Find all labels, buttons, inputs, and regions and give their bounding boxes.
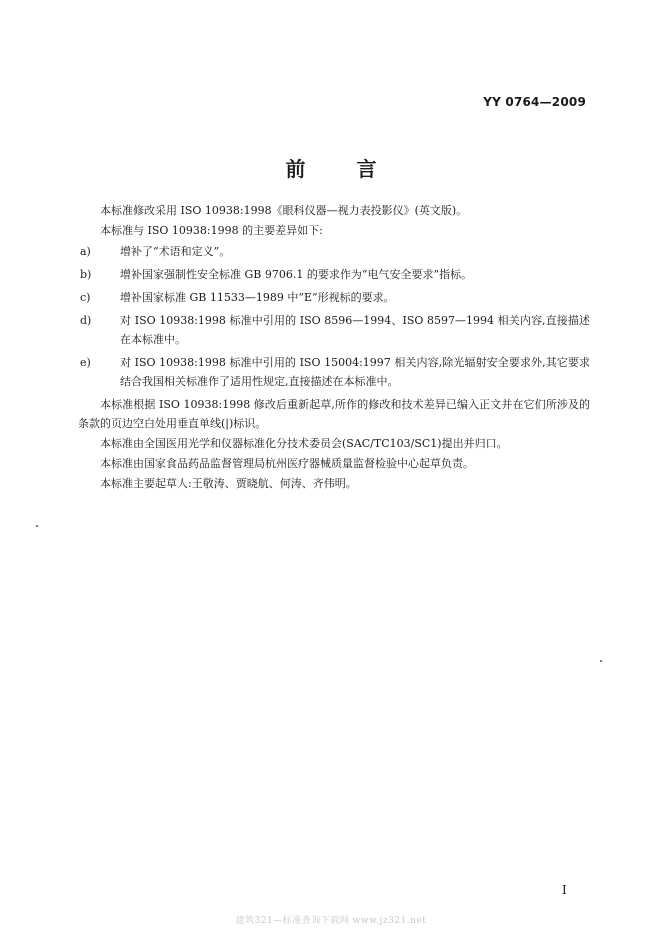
paragraph-redrafting: 本标准根据 ISO 10938:1998 修改后重新起草,所作的修改和技术差异已编入正文并在它们所涉及的条款的页边空白处用垂直单线(|)标识。 [78,398,590,430]
foreword-body [78,201,590,494]
paragraph-proposer: 本标准由全国医用光学和仪器标准化分技术委员会(SAC/TC103/SC1)提出并归口。 [100,437,508,450]
list-item-text: 增补国家标准 GB 11533—1989 中“E”形视标的要求。 [120,291,395,304]
list-item [78,265,590,284]
list-item-text: 增补了“术语和定义”。 [120,245,231,258]
list-item [78,242,590,261]
paragraph-drafters: 本标准主要起草人:王敬涛、贾晓航、何涛、齐伟明。 [100,477,357,490]
standard-code: YY 0764—2009 [483,95,586,109]
list-item-text: 增补国家强制性安全标准 GB 9706.1 的要求作为“电气安全要求”指标。 [120,268,473,281]
list-item-text: 对 ISO 10938:1998 标准中引用的 ISO 8596—1994、ISO 8597—1994 相关内容,直接描述在本标准中。 [120,314,590,346]
footer-watermark: 建筑321—标准查询下载网 www.jz321.net [235,916,427,926]
list-item [78,288,590,307]
paragraph-differences-intro: 本标准与 ISO 10938:1998 的主要差异如下: [100,224,323,237]
page-folio: I [562,883,567,897]
list-item-text: 对 ISO 10938:1998 标准中引用的 ISO 15004:1997 相关内容,除光辐射安全要求外,其它要求结合我国相关标准作了适用性规定,直接描述在本标准中。 [120,356,590,388]
list-item-mark: a) [80,245,91,258]
list-item [78,311,590,349]
list-item-mark: e) [80,356,91,369]
paragraph-adoption: 本标准修改采用 ISO 10938:1998《眼科仪器—视力表投影仪》(英文版)。 [100,204,468,217]
list-item [78,353,590,391]
scan-speck [36,525,38,527]
paragraph-drafting-unit: 本标准由国家食品药品监督管理局杭州医疗器械质量监督检验中心起草负责。 [100,457,474,470]
list-item-mark: c) [80,291,91,304]
list-item-mark: b) [80,268,92,281]
page-title: 前 言 [285,157,399,181]
list-item-mark: d) [80,314,92,327]
scan-speck [600,660,602,662]
